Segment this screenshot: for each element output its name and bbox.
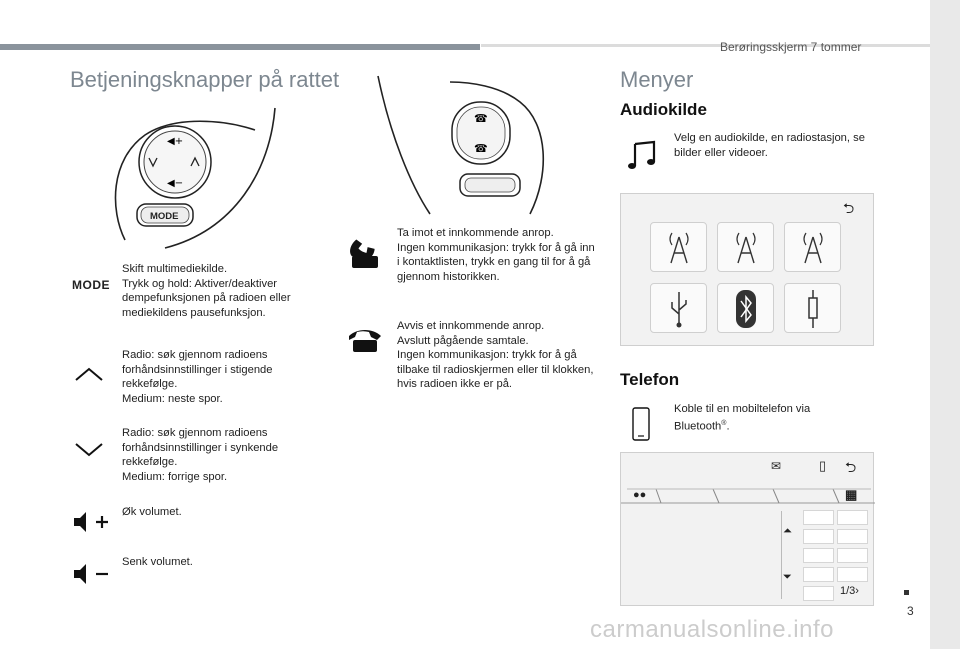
smartphone-icon xyxy=(630,406,652,442)
phone-settings-icon[interactable]: ▯ xyxy=(819,458,827,473)
phone-hangup-description: Avvis et innkommende anrop. Avslutt pågående samtale. Ingen kommunikasjon: trykk for å gå tilbake til radioskjermen eller til klokken, hvis radioen ikke er på. xyxy=(397,320,594,390)
audio-description: Velg en audiokilde, en radiostasjon, se bilder eller videoer. xyxy=(674,132,865,159)
aux-jack-icon xyxy=(785,284,842,334)
page-sidebar xyxy=(930,0,960,649)
radio-tile-2[interactable] xyxy=(717,222,774,272)
scroll-down-icon[interactable]: ⏷ xyxy=(783,571,792,583)
phone-tab-bar xyxy=(621,487,875,507)
watermark: carmanualsonline.info xyxy=(590,616,834,643)
volume-down-icon xyxy=(72,561,112,587)
chevron-down-description: Radio: søk gjennom radioens forhåndsinnstillinger i synkende rekkefølge. Medium: forrige spor. xyxy=(122,427,279,483)
footer-dot xyxy=(904,590,909,595)
phone-description: Koble til en mobiltelefon via Bluetooth®. xyxy=(674,403,811,433)
bluetooth-icon xyxy=(718,284,775,334)
radio-tile-1[interactable] xyxy=(650,222,707,272)
left-title: Betjeningsknapper på rattet xyxy=(70,67,340,92)
phone-answer-description: Ta imot et innkommende anrop. Ingen kommunikasjon: trykk for å gå inn i kontaktlisten, trykk en gang til for å gå gjennom historikken. xyxy=(397,227,595,283)
steering-wheel-left-illustration xyxy=(105,100,285,250)
tab-contacts-icon[interactable]: ●● xyxy=(633,489,647,501)
chevron-up-description: Radio: søk gjennom radioens forhåndsinnstillinger i stigende rekkefølge. Medium: neste spor. xyxy=(122,349,273,405)
svg-text:☎: ☎ xyxy=(474,112,488,125)
volume-up-description: Øk volumet. xyxy=(122,506,182,518)
radio-tile-3[interactable] xyxy=(784,222,841,272)
phone-heading: Telefon xyxy=(620,370,680,389)
chevron-up-icon xyxy=(74,367,104,383)
header-accent-bar xyxy=(0,44,480,50)
chevron-down-icon xyxy=(74,441,104,457)
music-note-icon xyxy=(626,140,658,172)
svg-text:◀−: ◀− xyxy=(167,178,184,189)
usb-tile[interactable] xyxy=(650,283,707,333)
phone-answer-icon xyxy=(347,236,383,270)
radio-tower-icon xyxy=(785,223,842,273)
usb-icon xyxy=(651,284,708,334)
radio-tower-icon xyxy=(651,223,708,273)
bluetooth-tile[interactable] xyxy=(717,283,774,333)
steering-wheel-right-illustration xyxy=(370,74,550,224)
volume-up-icon xyxy=(72,509,112,535)
back-icon[interactable]: ⮌ xyxy=(843,200,855,216)
section-title: Berøringsskjerm 7 tommer xyxy=(720,40,862,54)
mode-description: Skift multimediekilde. Trykk og hold: Aktiver/deaktiver dempefunksjonen på radioen eller mediekildens pausefunksjon. xyxy=(122,263,291,319)
svg-text:◀+: ◀+ xyxy=(167,136,184,147)
right-title: Menyer xyxy=(620,67,694,92)
phone-screen xyxy=(620,452,874,606)
svg-text:☎: ☎ xyxy=(474,142,488,155)
phone-hangup-icon xyxy=(347,326,383,354)
radio-tower-icon xyxy=(718,223,775,273)
wheel-mode-label: MODE xyxy=(150,211,179,222)
mode-text-icon: MODE xyxy=(72,278,110,292)
message-icon[interactable]: ✉ xyxy=(771,459,782,473)
back-icon[interactable]: ⮌ xyxy=(845,459,857,475)
scroll-up-icon[interactable]: ⏶ xyxy=(783,525,792,537)
aux-tile[interactable] xyxy=(784,283,841,333)
tab-keypad-icon[interactable]: ▦ xyxy=(845,487,858,502)
volume-down-description: Senk volumet. xyxy=(122,556,193,568)
page-number: 3 xyxy=(907,604,914,618)
audio-heading: Audiokilde xyxy=(620,100,707,119)
audio-source-screen xyxy=(620,193,874,346)
page-indicator[interactable]: 1/3› xyxy=(840,585,859,597)
header-rule xyxy=(481,44,930,47)
